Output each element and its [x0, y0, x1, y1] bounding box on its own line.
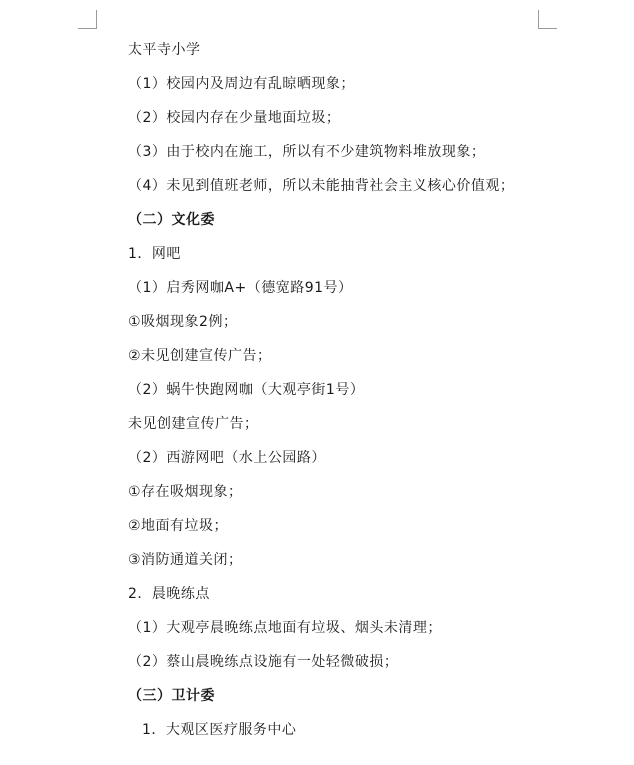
text-line: ②地面有垃圾；: [128, 518, 229, 534]
text-line: ②未见创建宣传广告；: [128, 348, 272, 364]
text-line: 2．晨晚练点: [128, 586, 210, 602]
text-line: 未见创建宣传广告；: [128, 416, 259, 432]
text-line: （3）由于校内在施工，所以有不少建筑物料堆放现象；: [128, 144, 486, 160]
text-line: （1）校园内及周边有乱晾晒现象；: [128, 76, 355, 92]
text-line: （2）西游网吧（水上公园路）: [128, 450, 326, 466]
text-line: （2）蜗牛快跑网咖（大观亭街1号）: [128, 382, 365, 398]
section-heading: （三）卫计委: [128, 688, 215, 704]
text-line: （2）校园内存在少量地面垃圾；: [128, 110, 341, 126]
text-line: 太平寺小学: [128, 42, 201, 58]
text-line: ①存在吸烟现象；: [128, 484, 243, 500]
section-heading: （二）文化委: [128, 212, 215, 228]
text-line: 1．网吧: [128, 246, 181, 262]
top-right-crop-mark: [538, 10, 557, 29]
text-line: （1）启秀网咖A+（德宽路91号）: [128, 280, 353, 296]
text-line: （1）大观亭晨晚练点地面有垃圾、烟头未清理；: [128, 620, 442, 636]
text-line: ①吸烟现象2例；: [128, 314, 238, 330]
text-line: 1．大观区医疗服务中心: [142, 722, 297, 738]
top-left-crop-mark: [78, 10, 97, 29]
text-line: （2）蔡山晨晚练点设施有一处轻微破损；: [128, 654, 399, 670]
text-line: （4）未见到值班老师，所以未能抽背社会主义核心价值观；: [128, 178, 515, 194]
text-line: ③消防通道关闭；: [128, 552, 243, 568]
